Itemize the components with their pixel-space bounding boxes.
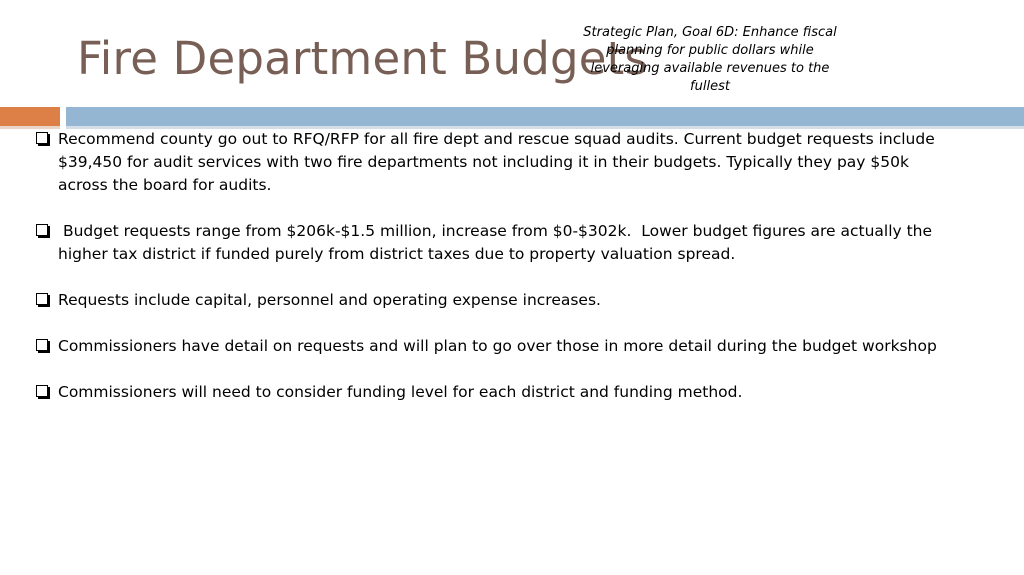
accent-bar-blue bbox=[66, 107, 1024, 126]
strategic-plan-note: Strategic Plan, Goal 6D: Enhance fiscal planning for public dollars while leveraging available revenues to the fullest bbox=[583, 25, 837, 94]
accent-bar-orange bbox=[0, 107, 60, 126]
bullet-item bbox=[34, 128, 954, 197]
checkbox-square-icon bbox=[36, 293, 48, 305]
slide-title: Fire Department Budgets bbox=[77, 32, 649, 85]
checkbox-square-icon bbox=[36, 132, 48, 144]
checkbox-square-icon bbox=[36, 224, 48, 236]
bullet-text: Recommend county go out to RFQ/RFP for all fire dept and rescue squad audits. Current budget requests include $39,450 for audit services with two fire departments not including it in their budgets. Typically they pay $50k across the board for audits. bbox=[58, 130, 935, 194]
bullet-item bbox=[34, 220, 954, 266]
bullet-item bbox=[34, 381, 954, 404]
bullet-item bbox=[34, 335, 954, 358]
checkbox-square-icon bbox=[36, 385, 48, 397]
bullet-text: Commissioners will need to consider funding level for each district and funding method. bbox=[58, 383, 743, 401]
bullet-item bbox=[34, 289, 954, 312]
bullet-text: Requests include capital, personnel and operating expense increases. bbox=[58, 291, 601, 309]
bullet-text: Commissioners have detail on requests and will plan to go over those in more detail during the budget workshop bbox=[58, 337, 937, 355]
bullet-text: Budget requests range from $206k-$1.5 million, increase from $0-$302k. Lower budget figures are actually the higher tax district if funded purely from district taxes due to property valuation spread. bbox=[58, 222, 937, 263]
bullet-list bbox=[34, 128, 954, 427]
checkbox-square-icon bbox=[36, 339, 48, 351]
